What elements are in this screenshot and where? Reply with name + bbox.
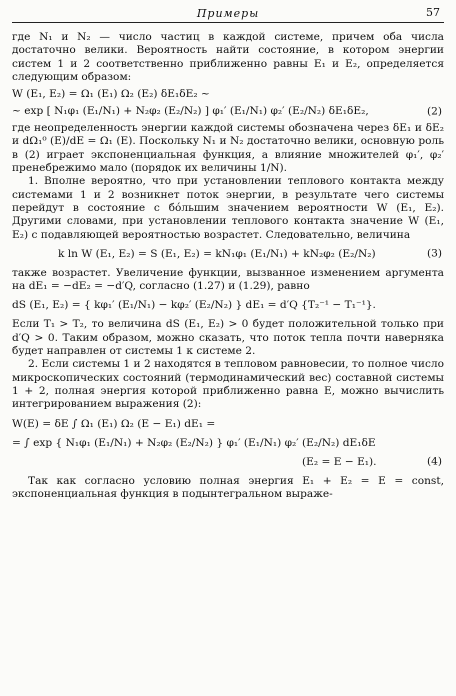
paragraph-uncertainty: где неопределенность энергии каждой системы обозначена через δE₁ и δE₂ и dΩ₁⁰ (E)/dE = Ω₁ (E). Поскольку N₁ и N₂ достаточно велики, основную роль в (2) играет экспоненциальная функция, а влияние множителей φ₁′, φ₂′ пренебрежимо мало (порядок их величины 1/N). — [12, 122, 444, 175]
paragraph-item-2: 2. Если системы 1 и 2 находятся в тепловом равновесии, то полное число микроскопических состояний (термодинамический вес) составной системы 1 + 2, полная энергия которой приближенно равна E, можно вычислить интегрированием выражения (2): — [12, 358, 444, 411]
equation-4-condition: (E₂ = E − E₁). — [302, 455, 377, 468]
equation-3-number: (3) — [426, 247, 442, 260]
running-header — [12, 6, 444, 23]
paragraph-closing: Так как согласно условию полная энергия E₁ + E₂ = E = const, экспоненциальная функция в подынтегральном выраже- — [12, 474, 444, 500]
equation-3-body: k ln W (E₁, E₂) = S (E₁, E₂) = kN₁φ₁ (E₁/N₁) + kN₂φ₂ (E₂/N₂) — [58, 247, 376, 260]
equation-2-number: (2) — [426, 105, 442, 118]
equation-ds: dS (E₁, E₂) = { kφ₁′ (E₁/N₁) − kφ₂′ (E₂/N₂) } dE₁ = d′Q {T₂⁻¹ − T₁⁻¹}. — [12, 299, 376, 312]
equation-2-line1: W (E₁, E₂) = Ω₁ (E₁) Ω₂ (E₂) δE₁δE₂ ~ — [12, 88, 210, 101]
running-title: Примеры — [196, 7, 260, 20]
equation-2-line2 — [12, 105, 444, 118]
equation-4-line3 — [12, 456, 444, 469]
equation-3 — [12, 248, 444, 261]
paragraph-intro: где N₁ и N₂ — число частиц в каждой системе, причем оба числа достаточно велики. Вероятность найти состояние, в котором энергии систем 1 и 2 соответственно приближенно равны E₁ и E₂, определяется следующим образом: — [12, 31, 444, 83]
paragraph-increase: также возрастет. Увеличение функции, вызванное изменением аргумента на dE₁ = −dE₂ = −d′Q, согласно (1.27) и (1.29), равно — [12, 266, 444, 293]
equation-4-line2: = ∫ exp { N₁φ₁ (E₁/N₁) + N₂φ₂ (E₂/N₂) } φ₁′ (E₁/N₁) φ₂′ (E₂/N₂) dE₁δE — [12, 436, 376, 449]
paragraph-heat-flow: Если T₁ > T₂, то величина dS (E₁, E₂) > 0 будет положительной только при d′Q > 0. Таким образом, можно сказать, что поток тепла почти наверняка будет направлен от системы 1 к системе 2. — [12, 318, 444, 358]
page-number: 57 — [426, 6, 440, 19]
equation-2-body: ~ exp [ N₁φ₁ (E₁/N₁) + N₂φ₂ (E₂/N₂) ] φ₁′ (E₁/N₁) φ₂′ (E₂/N₂) δE₁δE₂, — [12, 105, 369, 118]
equation-4-number: (4) — [426, 455, 442, 468]
paragraph-item-1: 1. Вполне вероятно, что при установлении теплового контакта между системами 1 и 2 возникнет поток энергии, в результате чего системы перейдут в состояние с бо́льшим значением вероятности W (E₁, E₂). Другими словами, при установлении теплового контакта значение W (E₁, E₂) с подавляющей вероятностью возрастет. Следовательно, величина — [12, 175, 444, 241]
equation-4-line1: W(E) = δE ∫ Ω₁ (E₁) Ω₂ (E − E₁) dE₁ = — [12, 417, 216, 430]
